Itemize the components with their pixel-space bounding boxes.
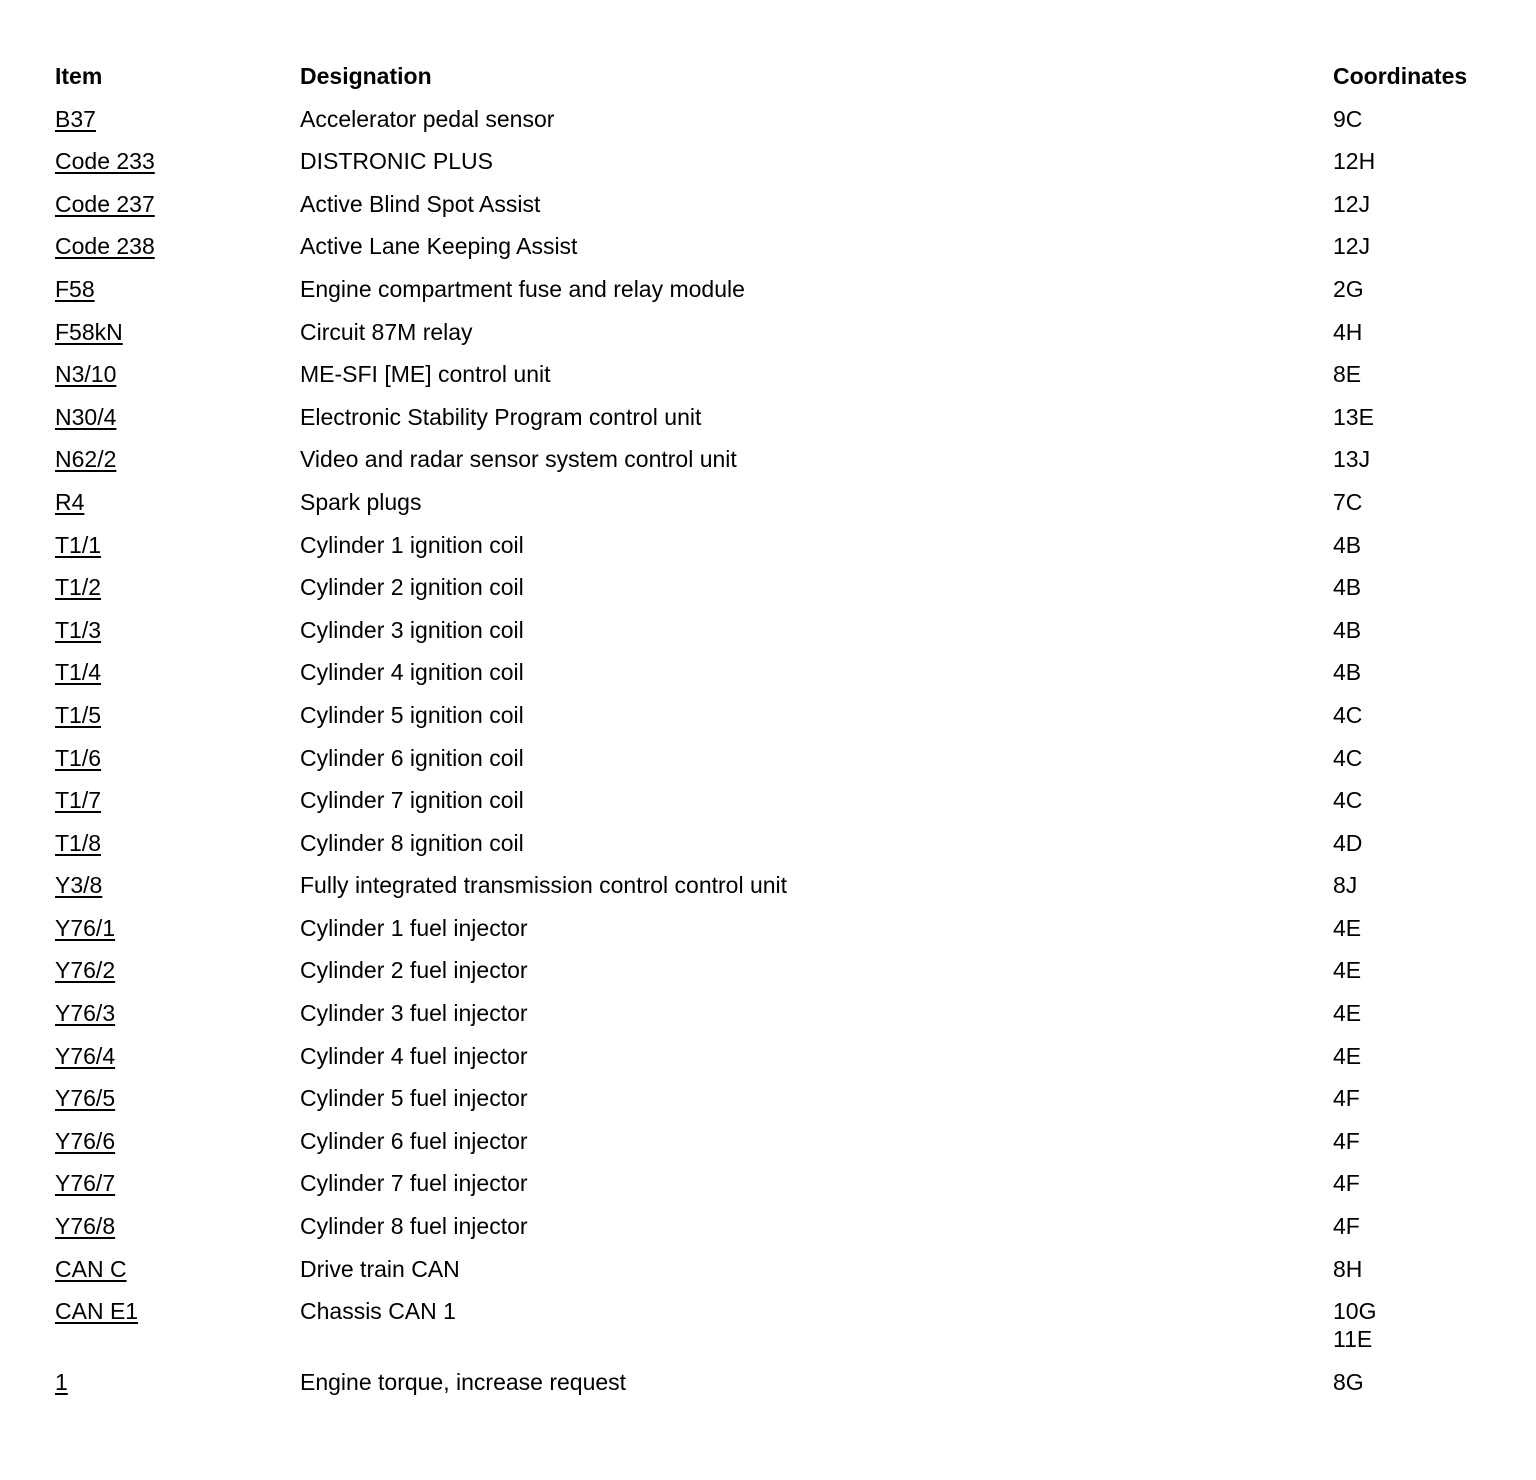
coordinates-cell: [1333, 1042, 1525, 1070]
table-row: [55, 914, 1525, 942]
table-row: [55, 701, 1525, 729]
table-row: [55, 1212, 1525, 1240]
table-row: [55, 403, 1525, 431]
table-row: [55, 190, 1525, 218]
item-link[interactable]: T1/7: [55, 787, 102, 814]
designation-cell: Cylinder 1 ignition coil: [300, 531, 524, 558]
item-link[interactable]: T1/5: [55, 701, 102, 728]
table-row: [55, 616, 1525, 644]
item-cell: [55, 786, 300, 814]
item-link[interactable]: F58: [55, 275, 95, 302]
item-link[interactable]: 1: [55, 1368, 68, 1395]
coordinates-cell: [1333, 1368, 1525, 1396]
coordinates-cell: [1333, 999, 1525, 1027]
designation-cell: DISTRONIC PLUS: [300, 148, 493, 175]
table-row: [55, 232, 1525, 260]
coordinates-cell: [1333, 658, 1525, 686]
coordinate-value: 12H: [1333, 148, 1376, 175]
designation-cell: Cylinder 8 ignition coil: [300, 829, 524, 856]
item-link[interactable]: T1/3: [55, 616, 102, 643]
designation-cell: Circuit 87M relay: [300, 318, 473, 345]
coordinate-value: 2G: [1333, 275, 1364, 302]
coordinates-cell: [1333, 871, 1525, 899]
table-row: [55, 360, 1525, 388]
item-cell: [55, 403, 300, 431]
coordinate-value: 4E: [1333, 1042, 1362, 1069]
coordinates-cell: [1333, 403, 1525, 431]
table-row: [55, 999, 1525, 1027]
item-cell: [55, 658, 300, 686]
coordinates-cell: [1333, 190, 1525, 218]
coordinate-value: 4H: [1333, 318, 1363, 345]
coordinates-cell: [1333, 573, 1525, 601]
coordinates-cell: [1333, 147, 1525, 175]
coordinates-cell: [1333, 318, 1525, 346]
table-row: [55, 147, 1525, 175]
table-row: [55, 531, 1525, 559]
coordinate-value: 7C: [1333, 488, 1363, 515]
item-cell: [55, 1255, 300, 1283]
item-cell: [55, 190, 300, 218]
coordinate-value: 8G: [1333, 1368, 1364, 1395]
coordinate-value: 4C: [1333, 787, 1363, 814]
item-link[interactable]: T1/1: [55, 531, 102, 558]
item-cell: [55, 488, 300, 516]
designation-cell: Cylinder 4 ignition coil: [300, 659, 524, 686]
table-row: [55, 573, 1525, 601]
item-link[interactable]: Code 237: [55, 190, 155, 217]
item-cell: [55, 318, 300, 346]
coordinates-cell: [1333, 786, 1525, 814]
item-link[interactable]: Y76/2: [55, 957, 116, 984]
coordinates-cell: [1333, 1212, 1525, 1240]
item-cell: [55, 105, 300, 133]
item-link[interactable]: Y76/3: [55, 1000, 116, 1027]
item-link[interactable]: N62/2: [55, 446, 117, 473]
table-row: [55, 1368, 1525, 1396]
table-row: [55, 871, 1525, 899]
item-link[interactable]: Code 238: [55, 233, 155, 260]
coordinate-value: 4C: [1333, 701, 1363, 728]
coordinates-cell: [1333, 275, 1525, 303]
item-cell: [55, 1084, 300, 1112]
designation-cell: Cylinder 6 fuel injector: [300, 1127, 528, 1154]
item-cell: [55, 1127, 300, 1155]
coordinate-value: 4D: [1333, 829, 1363, 856]
coordinate-value: 4B: [1333, 531, 1362, 558]
coordinates-cell: [1333, 1297, 1525, 1353]
coordinate-value: 10G: [1333, 1298, 1377, 1325]
item-cell: [55, 744, 300, 772]
coordinates-cell: [1333, 744, 1525, 772]
coordinates-cell: [1333, 1255, 1525, 1283]
item-link[interactable]: F58kN: [55, 318, 123, 345]
designation-cell: ME-SFI [ME] control unit: [300, 361, 551, 388]
coordinates-cell: [1333, 829, 1525, 857]
table-row: [55, 318, 1525, 346]
table-row: [55, 1169, 1525, 1197]
item-link[interactable]: Code 233: [55, 148, 155, 175]
item-cell: [55, 1169, 300, 1197]
item-link[interactable]: Y76/6: [55, 1127, 116, 1154]
item-cell: [55, 1212, 300, 1240]
designation-cell: Spark plugs: [300, 488, 422, 515]
item-cell: [55, 1368, 300, 1396]
table-row: [55, 1042, 1525, 1070]
coordinates-cell: [1333, 956, 1525, 984]
item-cell: [55, 360, 300, 388]
coordinate-value: 4B: [1333, 659, 1362, 686]
table-row: [55, 105, 1525, 133]
designation-cell: Drive train CAN: [300, 1255, 460, 1282]
table-row: [55, 445, 1525, 473]
item-link[interactable]: Y76/4: [55, 1042, 116, 1069]
coordinate-value: 11E: [1333, 1326, 1373, 1353]
item-link[interactable]: R4: [55, 488, 85, 515]
designation-cell: Cylinder 2 ignition coil: [300, 574, 524, 601]
coordinates-cell: [1333, 488, 1525, 516]
item-cell: [55, 573, 300, 601]
table-row: [55, 1127, 1525, 1155]
item-cell: [55, 999, 300, 1027]
item-cell: [55, 232, 300, 260]
table-row: [55, 786, 1525, 814]
coordinate-value: 4F: [1333, 1127, 1360, 1154]
item-link[interactable]: B37: [55, 105, 96, 132]
item-cell: [55, 275, 300, 303]
coordinate-value: 13E: [1333, 403, 1374, 430]
coordinate-value: 4F: [1333, 1170, 1360, 1197]
table-row: [55, 829, 1525, 857]
coordinate-value: 13J: [1333, 446, 1371, 473]
item-cell: [55, 871, 300, 899]
item-link[interactable]: CAN C: [55, 1255, 127, 1282]
designation-cell: Engine compartment fuse and relay module: [300, 275, 745, 302]
coordinate-value: 4E: [1333, 957, 1362, 984]
item-cell: [55, 445, 300, 473]
coordinates-cell: [1333, 1084, 1525, 1112]
column-header-designation: Designation: [300, 63, 432, 89]
coordinates-cell: [1333, 616, 1525, 644]
table-row: [55, 956, 1525, 984]
item-cell: [55, 914, 300, 942]
coordinates-cell: [1333, 105, 1525, 133]
coordinate-value: 4E: [1333, 1000, 1362, 1027]
table-row: [55, 488, 1525, 516]
item-link[interactable]: N30/4: [55, 403, 117, 430]
coordinates-cell: [1333, 914, 1525, 942]
designation-cell: Cylinder 7 ignition coil: [300, 787, 524, 814]
coordinate-value: 4B: [1333, 616, 1362, 643]
designation-cell: Cylinder 8 fuel injector: [300, 1213, 528, 1240]
coordinates-cell: [1333, 1169, 1525, 1197]
designation-cell: Video and radar sensor system control unit: [300, 446, 737, 473]
coordinate-value: 8H: [1333, 1255, 1363, 1282]
table-row: [55, 275, 1525, 303]
designation-cell: Engine torque, increase request: [300, 1368, 627, 1395]
column-header-coordinates: Coordinates: [1333, 63, 1468, 89]
item-cell: [55, 1042, 300, 1070]
designation-cell: Cylinder 3 fuel injector: [300, 1000, 528, 1027]
table-body: [55, 105, 1525, 1396]
designation-cell: Cylinder 2 fuel injector: [300, 957, 528, 984]
table-row: [55, 1084, 1525, 1112]
item-link[interactable]: T1/8: [55, 829, 102, 856]
coordinates-cell: [1333, 445, 1525, 473]
designation-cell: Cylinder 7 fuel injector: [300, 1170, 528, 1197]
designation-cell: Cylinder 5 ignition coil: [300, 701, 524, 728]
item-cell: [55, 531, 300, 559]
designation-cell: Chassis CAN 1: [300, 1298, 456, 1325]
item-cell: [55, 616, 300, 644]
coordinates-cell: [1333, 531, 1525, 559]
coordinate-value: 4E: [1333, 914, 1362, 941]
item-link[interactable]: T1/6: [55, 744, 102, 771]
coordinate-value: 12J: [1333, 190, 1371, 217]
item-cell: [55, 1297, 300, 1325]
designation-cell: Active Blind Spot Assist: [300, 190, 541, 217]
item-link[interactable]: N3/10: [55, 361, 117, 388]
item-link[interactable]: Y76/1: [55, 914, 116, 941]
designation-cell: Cylinder 4 fuel injector: [300, 1042, 528, 1069]
component-legend-table: [55, 62, 1525, 1410]
item-link[interactable]: CAN E1: [55, 1298, 139, 1325]
designation-cell: Active Lane Keeping Assist: [300, 233, 578, 260]
coordinate-value: 8E: [1333, 361, 1362, 388]
item-link[interactable]: Y3/8: [55, 872, 103, 899]
item-link[interactable]: Y76/8: [55, 1213, 116, 1240]
table-row: [55, 744, 1525, 772]
designation-cell: Cylinder 3 ignition coil: [300, 616, 524, 643]
coordinate-value: 4F: [1333, 1085, 1360, 1112]
coordinates-cell: [1333, 360, 1525, 388]
column-header-item: Item: [55, 63, 103, 89]
designation-cell: Cylinder 6 ignition coil: [300, 744, 524, 771]
table-row: [55, 658, 1525, 686]
designation-cell: Electronic Stability Program control unit: [300, 403, 702, 430]
table-row: [55, 1255, 1525, 1283]
item-cell: [55, 829, 300, 857]
coordinate-value: 4C: [1333, 744, 1363, 771]
item-link[interactable]: Y76/5: [55, 1085, 116, 1112]
item-cell: [55, 147, 300, 175]
coordinates-cell: [1333, 232, 1525, 260]
item-link[interactable]: T1/4: [55, 659, 102, 686]
item-link[interactable]: T1/2: [55, 574, 102, 601]
coordinate-value: 8J: [1333, 872, 1358, 899]
designation-cell: Cylinder 5 fuel injector: [300, 1085, 528, 1112]
coordinate-value: 9C: [1333, 105, 1363, 132]
item-cell: [55, 956, 300, 984]
coordinate-value: 4F: [1333, 1213, 1360, 1240]
table-header-row: [55, 62, 1525, 90]
coordinates-cell: [1333, 1127, 1525, 1155]
table-row: [55, 1297, 1525, 1353]
item-link[interactable]: Y76/7: [55, 1170, 116, 1197]
designation-cell: Fully integrated transmission control control unit: [300, 872, 788, 899]
coordinate-value: 4B: [1333, 574, 1362, 601]
item-cell: [55, 701, 300, 729]
designation-cell: Accelerator pedal sensor: [300, 105, 555, 132]
designation-cell: Cylinder 1 fuel injector: [300, 914, 528, 941]
coordinate-value: 12J: [1333, 233, 1371, 260]
coordinates-cell: [1333, 701, 1525, 729]
